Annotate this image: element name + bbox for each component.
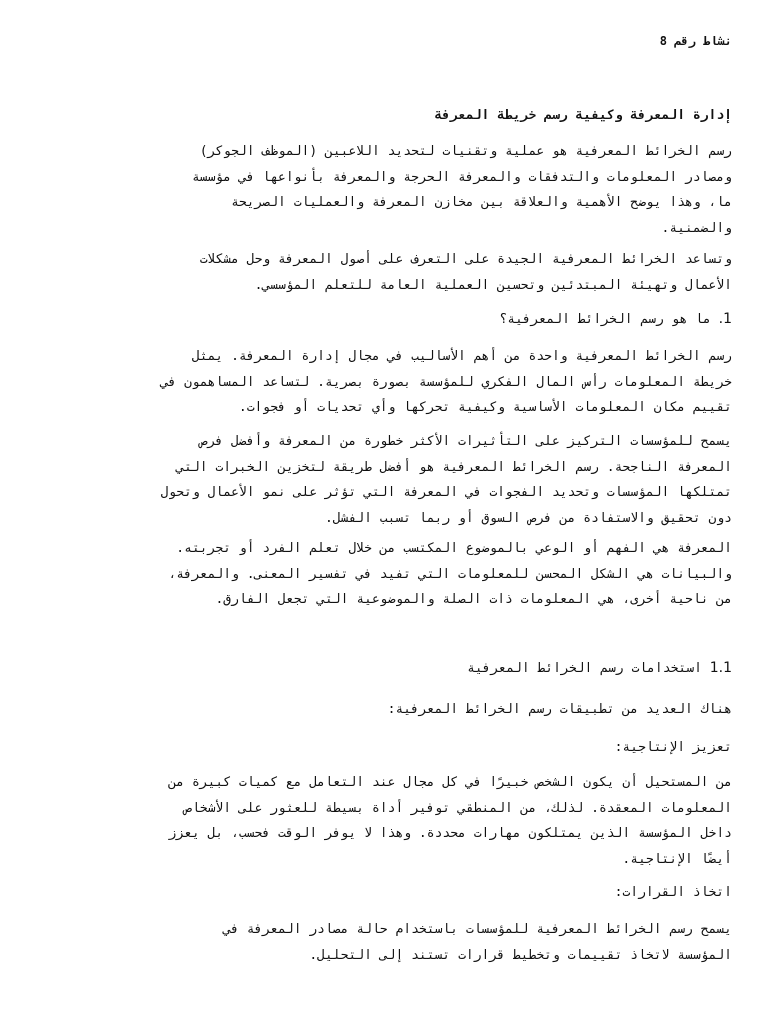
productivity-line: أيضًا الإنتاجية. [622, 851, 732, 867]
intro-line: ما، وهذا يوضح الأهمية والعلاقة بين مخازن المعرفة والعمليات الصريحة [231, 195, 732, 210]
decisions-paragraph [36, 917, 732, 968]
s1p1-line: خريطة المعلومات رأس المال الفكري للمؤسسة بصورة بصرية. لتساعد المساهمون في [160, 374, 732, 390]
section-1-paragraph-3 [36, 536, 732, 613]
section-1-1-intro [36, 697, 732, 723]
productivity-paragraph [36, 770, 732, 872]
section-1-heading [36, 311, 732, 327]
section-1-1-number: 1.1 [709, 660, 732, 676]
intro-paragraph-2 [36, 247, 732, 298]
productivity-line: داخل المؤسسة الذين يمتلكون مهارات محددة. وهذا لا يوفر الوقت فحسب، بل يعزز [168, 826, 732, 841]
s1p1-line: تقييم مكان المعلومات الأساسية وكيفية تحركها وأي تحديات أو فجوات. [238, 400, 732, 415]
productivity-heading-text: تعزيز الإنتاجية: [614, 740, 732, 755]
s1p2-line: يسمح للمؤسسات التركيز على التأثيرات الأكثر خطورة من المعرفة وأفضل فرص [199, 434, 732, 449]
section-1-number: 1. [718, 311, 732, 327]
document-title: إدارة المعرفة وكيفية رسم خريطة المعرفة [434, 108, 732, 123]
productivity-line: المعلومات المعقدة. لذلك، من المنطقي توفير أداة بسيطة للعثور على الأشخاص [184, 800, 732, 816]
s1p1-line: رسم الخرائط المعرفية واحدة من أهم الأساليب في مجال إدارة المعرفة. يمثل [191, 349, 732, 364]
decisions-heading-text: اتخاذ القرارات: [614, 885, 732, 900]
intro-paragraph [36, 139, 732, 241]
s1p3-line: والبيانات هي الشكل المحسن للمعلومات التي تفيد في تفسير المعنى. والمعرفة، [168, 566, 732, 582]
s1p2-line: المعرفة الناجحة. رسم الخرائط المعرفية هو أفضل طريقة لتخزين الخبرات التي [176, 459, 732, 475]
s1p3-line: المعرفة هي الفهم أو الوعي بالموضوع المكتسب من خلال تعلم الفرد أو تجربته. [176, 541, 732, 556]
section-1-title: ما هو رسم الخرائط المعرفية؟ [499, 312, 711, 327]
intro-line: والضمنية. [661, 220, 732, 236]
section-1-paragraph-2 [36, 429, 732, 531]
s1p2-line: دون تحقيق والاستفادة من فرص السوق أو ربما تسبب الفشل. [325, 510, 732, 526]
decisions-line: المؤسسة لاتخاذ تقييمات وتخطيط قرارات تستند إلى التحليل. [309, 947, 732, 963]
s1p2-line: تمتلكها المؤسسات وتحديد الفجوات في المعرفة التي تؤثر على نمو الأعمال وتحول [160, 485, 732, 500]
productivity-line: من المستحيل أن يكون الشخص خبيرًا في كل مجال عند التعامل مع كميات كبيرة من [168, 775, 732, 790]
section-1-paragraph-1 [36, 344, 732, 421]
s11-intro-line: هناك العديد من تطبيقات رسم الخرائط المعرفية: [387, 702, 732, 717]
decisions-heading [36, 880, 732, 906]
productivity-heading [36, 735, 732, 761]
intro2-line: وتساعد الخرائط المعرفية الجيدة على التعرف على أصول المعرفة وحل مشكلات [199, 252, 732, 267]
activity-number: نشاط رقم 8 [659, 34, 732, 48]
section-1-1-heading [36, 660, 732, 676]
section-1-1-title: استخدامات رسم الخرائط المعرفية [467, 661, 702, 676]
document-page [36, 0, 732, 1024]
decisions-line: يسمح رسم الخرائط المعرفية للمؤسسات باستخدام حالة مصادر المعرفة في [223, 922, 732, 937]
intro2-line: الأعمال وتهيئة المبتدئين وتحسين العملية العامة للتعلم المؤسسي. [254, 277, 732, 293]
s1p3-line: من ناحية أخرى، هي المعلومات ذات الصلة والموضوعية التي تجعل الفارق. [215, 592, 732, 607]
intro-line: رسم الخرائط المعرفية هو عملية وتقنيات لتحديد اللاعبين (الموظف الجوكر) [199, 144, 732, 159]
intro-line: ومصادر المعلومات والتدفقات والمعرفة الحرجة والمعرفة بأنواعها في مؤسسة [191, 169, 732, 185]
